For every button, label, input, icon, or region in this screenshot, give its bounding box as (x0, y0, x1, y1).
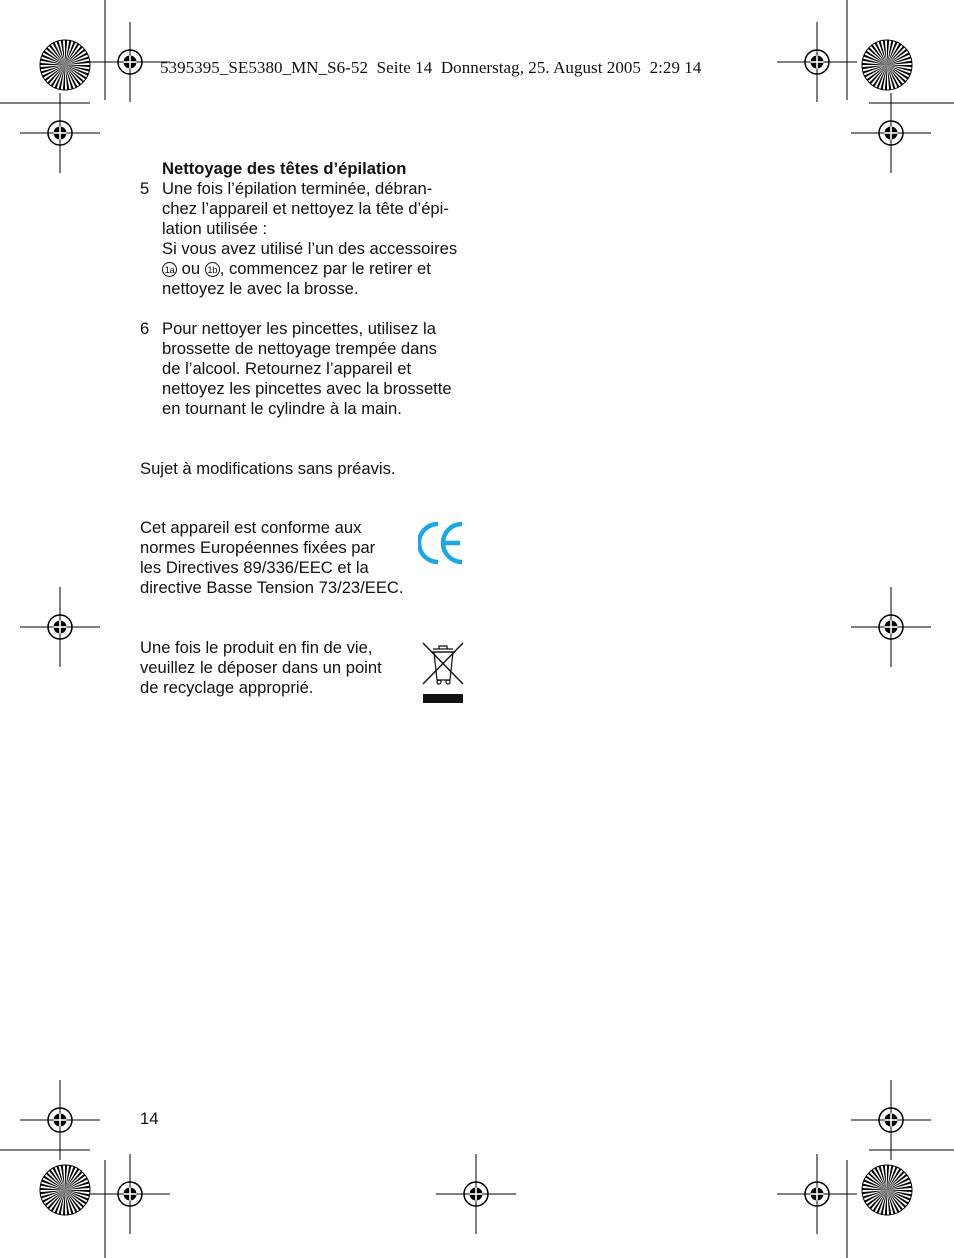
step-line: de l’alcool. Retournez l’appareil et (162, 359, 412, 378)
star-target-icon (862, 40, 912, 90)
page-number: 14 (140, 1109, 159, 1128)
star-target-icon (862, 1165, 912, 1215)
conformity-line: normes Européennes fixées par (140, 538, 376, 557)
registration-mark-icon (777, 1154, 857, 1234)
registration-mark-icon (20, 587, 100, 667)
modification-notice: Sujet à modifications sans préavis. (140, 459, 396, 478)
registration-mark-icon (851, 93, 931, 173)
disposal-line: de recyclage approprié. (140, 678, 314, 697)
step-line-rest: , commencez par le retirer et (219, 259, 431, 278)
conformity-line: les Directives 89/336/EEC et la (140, 558, 369, 577)
registration-mark-icon (851, 1080, 931, 1160)
step-number: 6 (140, 319, 150, 338)
conformity-line: Cet appareil est conforme aux (140, 518, 362, 537)
step-line: en tournant le cylindre à la main. (162, 399, 402, 418)
slug-line: 5395395_SE5380_MN_S6-52 Seite 14 Donnerstag, 25. August 2005 2:29 14 (160, 58, 702, 77)
step-number: 5 (140, 179, 150, 198)
step-line: Si vous avez utilisé l’un des accessoires (162, 239, 458, 258)
disposal-line: veuillez le déposer dans un point (140, 658, 382, 677)
registration-mark-icon (777, 22, 857, 102)
step-6 (140, 319, 480, 419)
crossed-out-bin-icon (420, 640, 466, 706)
step-line: nettoyez le avec la brosse. (162, 279, 359, 298)
step-line: lation utilisée : (162, 219, 268, 238)
disposal-line: Une fois le produit en fin de vie, (140, 638, 373, 657)
ce-mark-icon (418, 520, 466, 566)
step-word-ou: ou (181, 259, 201, 278)
conformity-statement (140, 518, 404, 598)
disposal-statement (140, 638, 382, 698)
circled-marker-1b: 1b (205, 262, 220, 277)
registration-mark-icon (90, 1154, 170, 1234)
step-line: Pour nettoyer les pincettes, utilisez la (162, 319, 436, 338)
circled-marker-1a: 1a (162, 262, 177, 277)
step-5 (140, 179, 480, 299)
section-title: Nettoyage des têtes d’épilation (162, 159, 407, 178)
step-line (162, 259, 480, 279)
conformity-line: directive Basse Tension 73/23/EEC. (140, 578, 404, 597)
step-line: Une fois l’épilation terminée, débran- (162, 179, 433, 198)
registration-mark-icon (851, 587, 931, 667)
star-target-icon (40, 40, 90, 90)
step-line: nettoyez les pincettes avec la brossette (162, 379, 452, 398)
registration-mark-icon (436, 1154, 516, 1234)
step-line: chez l’appareil et nettoyez la tête d’épi- (162, 199, 449, 218)
registration-mark-icon (20, 1080, 100, 1160)
star-target-icon (40, 1165, 90, 1215)
step-line: brossette de nettoyage trempée dans (162, 339, 437, 358)
registration-mark-icon (90, 22, 170, 102)
registration-mark-icon (20, 93, 100, 173)
